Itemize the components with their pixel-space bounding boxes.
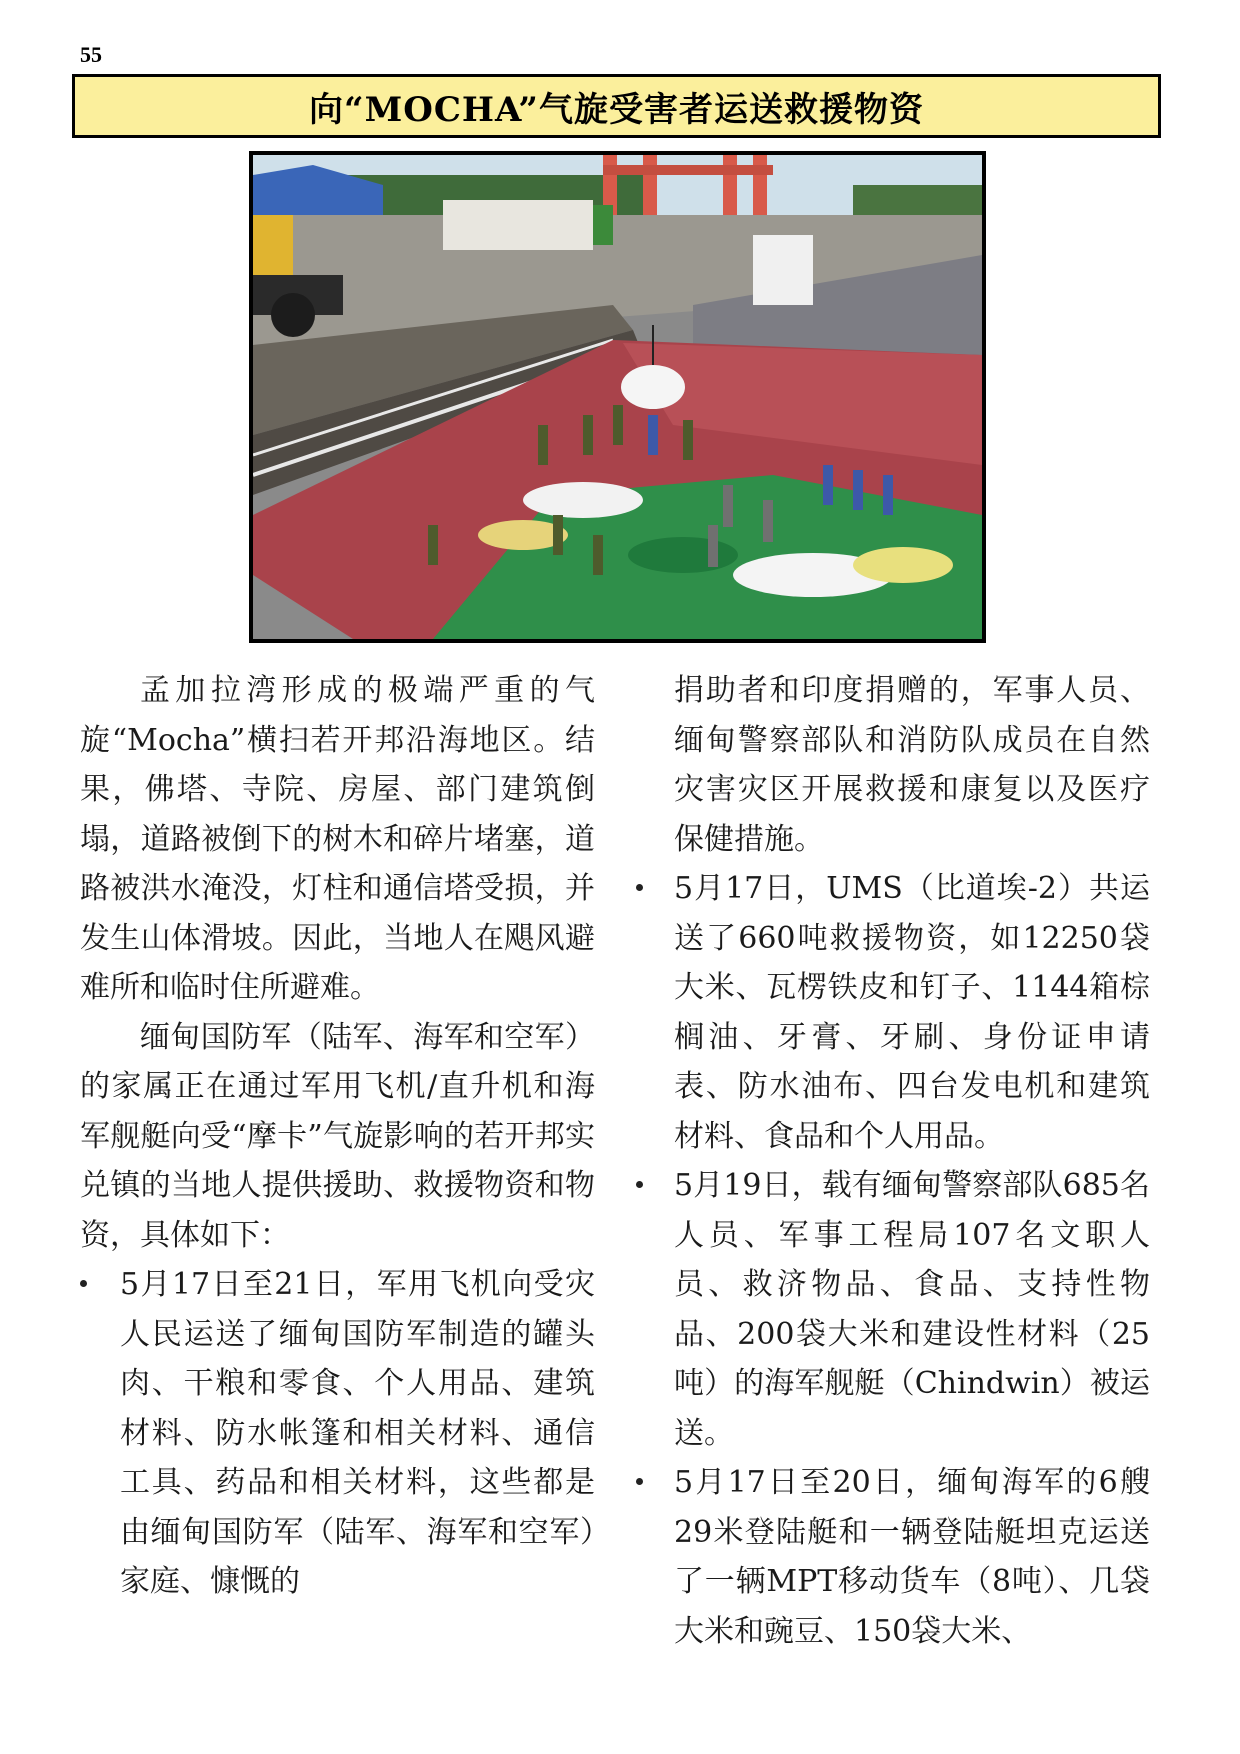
list-item-text: 5月19日，载有缅甸警察部队685名人员、军事工程局107名文职人员、救济物品、食品、支持性物品、200袋大米和建设性材料（25吨）的海军舰艇（Chindwin）被运送。 <box>674 1168 1150 1451</box>
bullet-icon <box>636 1181 643 1188</box>
cargo-ship-photo <box>249 151 986 643</box>
list-item-text: 5月17日，UMS（比道埃-2）共运送了660吨救援物资，如12250袋大米、瓦楞铁皮和钉子、1144箱棕榈油、牙膏、牙刷、身份证申请表、防水油布、四台发电机和建筑材料、食品和个人用品。 <box>674 871 1150 1154</box>
ship-hold-illustration <box>253 155 982 639</box>
page-number: 55 <box>80 42 102 67</box>
relief-overview-paragraph: 缅甸国防军（陆军、海军和空军）的家属正在通过军用飞机/直升机和海军舰艇向受“摩卡”气旋影响的若开邦实兑镇的当地人提供援助、救援物资和物资，具体如下： <box>80 1019 595 1253</box>
list-item-text: 5月17日至21日，军用飞机向受灾人民运送了缅甸国防军制造的罐头肉、干粮和零食、个人用品、建筑材料、防水帐篷和相关材料、通信工具、药品和相关材料，这些都是由缅甸国防军（陆军、海军和空军）家庭、慷慨的 <box>120 1267 595 1599</box>
title-banner <box>72 74 1161 138</box>
list-item <box>674 864 1150 1161</box>
list-item <box>674 1161 1150 1458</box>
list-item-text: 5月17日至20日，缅甸海军的6艘29米登陆艇和一辆登陆艇坦克运送了一辆MPT移动货车（8吨）、几袋大米和豌豆、150袋大米、 <box>674 1465 1150 1649</box>
bullet-icon <box>636 1478 643 1485</box>
bullet-icon <box>80 1280 87 1287</box>
list-item <box>80 1260 595 1607</box>
list-item <box>674 1458 1150 1656</box>
continued-item-text: 捐助者和印度捐赠的，军事人员、缅甸警察部队和消防队成员在自然灾害灾区开展救援和康复以及医疗保健措施。 <box>674 673 1150 857</box>
relief-list-left <box>80 1260 595 1607</box>
bullet-icon <box>636 884 643 891</box>
intro-paragraph: 孟加拉湾形成的极端严重的气旋“Mocha”横扫若开邦沿海地区。结果，佛塔、寺院、房屋、部门建筑倒塌，道路被倒下的树木和碎片堵塞，道路被洪水淹没，灯柱和通信塔受损，并发生山体滑坡。因此，当地人在飓风避难所和临时住所避难。 <box>80 673 595 1005</box>
page-title: 向“MOCHA”气旋受害者运送救援物资 <box>309 89 924 130</box>
relief-list-right <box>674 864 1150 1656</box>
left-column <box>80 666 595 1607</box>
right-column <box>674 666 1150 1656</box>
